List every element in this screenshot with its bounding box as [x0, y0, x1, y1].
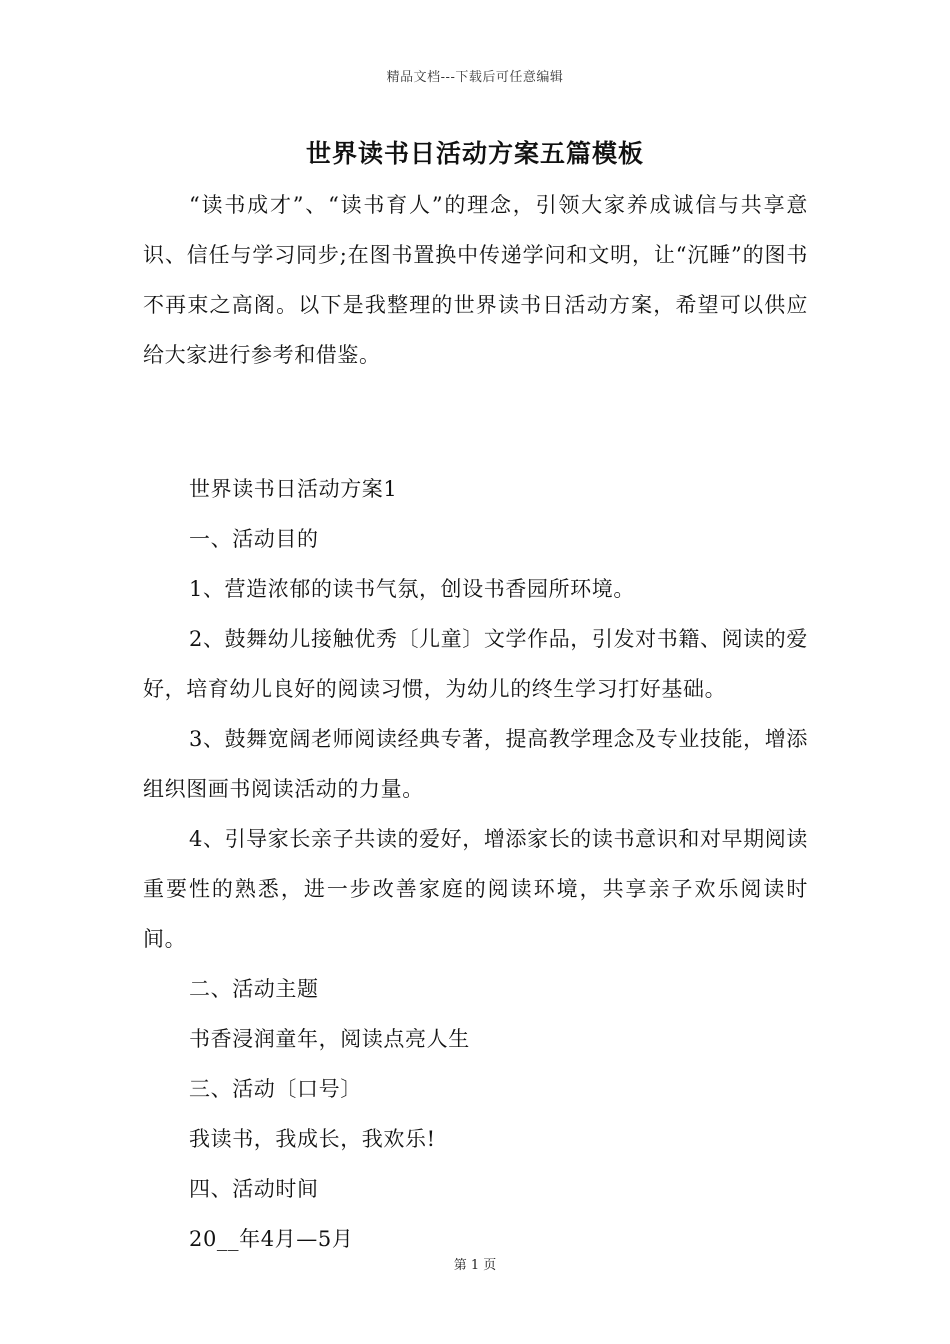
purpose-item-2: 2、鼓舞幼儿接触优秀〔儿童〕文学作品，引发对书籍、阅读的爱好，培育幼儿良好的阅读习惯，为幼儿的终生学习打好基础。	[143, 627, 808, 701]
activity-slogan-text: 我读书，我成长，我欢乐!	[189, 1127, 436, 1151]
heading-activity-theme: 二、活动主题	[189, 977, 319, 1001]
heading-activity-time: 四、活动时间	[189, 1177, 319, 1201]
heading-activity-slogan: 三、活动〔口号〕	[189, 1077, 362, 1101]
purpose-item-3: 3、鼓舞宽阔老师阅读经典专著，提高教学理念及专业技能，增添组织图画书阅读活动的力量。	[143, 727, 808, 801]
heading-activity-purpose: 一、活动目的	[189, 527, 319, 551]
document-title: 世界读书日活动方案五篇模板	[305, 139, 644, 168]
page-number: 第 1 页	[453, 1258, 497, 1273]
purpose-item-4: 4、引导家长亲子共读的爱好，增添家长的读书意识和对早期阅读重要性的熟悉，进一步改善家庭的阅读环境，共享亲子欢乐阅读时间。	[143, 827, 808, 951]
document-body	[143, 180, 808, 1264]
intro-paragraph: “读书成才”、“读书育人”的理念，引领大家养成诚信与共享意识、信任与学习同步;在图书置换中传递学问和文明，让“沉睡”的图书不再束之高阁。以下是我整理的世界读书日活动方案，希望可以供应给大家进行参考和借鉴。	[143, 193, 808, 367]
purpose-item-1: 1、营造浓郁的读书气氛，创设书香园所环境。	[189, 577, 635, 601]
section-heading-plan-1: 世界读书日活动方案1	[189, 477, 398, 501]
activity-time-text: 20__年4月—5月	[189, 1227, 354, 1251]
header-note: 精品文档---下载后可任意编辑	[386, 70, 564, 85]
activity-theme-text: 书香浸润童年，阅读点亮人生	[189, 1027, 470, 1051]
section-spacer	[143, 380, 808, 464]
